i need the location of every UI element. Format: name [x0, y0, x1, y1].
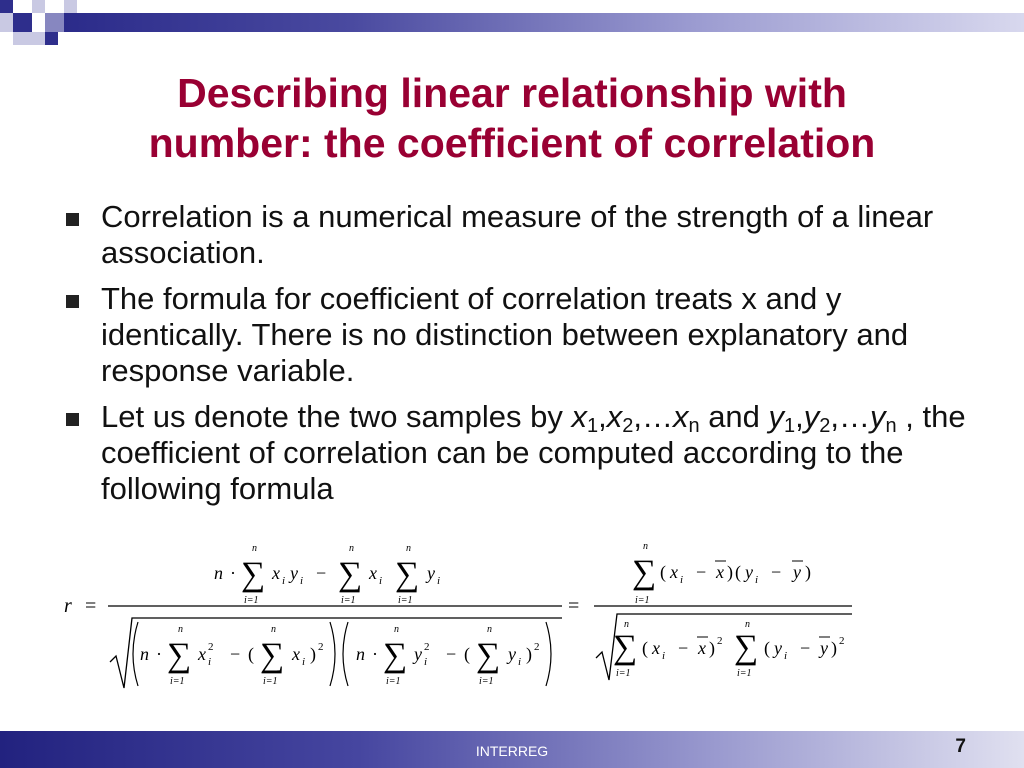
minus: −: [446, 644, 457, 664]
decor-square: [64, 0, 77, 13]
sub-i: i: [784, 650, 788, 662]
bullet-text: , the coefficient of correlation can be computed according to the following formula: [101, 399, 966, 506]
sub-i: i: [379, 575, 383, 587]
big-paren-left: [133, 622, 138, 686]
sum-lower: i=1: [479, 676, 494, 687]
var-y: y: [290, 563, 298, 583]
square-bullet-icon: [66, 295, 79, 308]
decor-square: [32, 0, 45, 13]
paren-open: (: [735, 562, 741, 582]
correlation-formula: [0, 530, 1024, 710]
var-y: y: [427, 563, 435, 583]
formula-dot: ·: [230, 563, 236, 583]
var-y: y: [768, 399, 785, 434]
slide-title: [60, 68, 964, 168]
sub-n: n: [885, 415, 897, 437]
var-x: x: [606, 399, 623, 434]
sub-n: n: [688, 415, 700, 437]
sum-upper: n: [406, 543, 411, 554]
sum-upper: n: [745, 619, 750, 630]
sum-upper: n: [252, 543, 257, 554]
ellipsis: ,…: [633, 399, 673, 434]
sub-i: i: [302, 656, 306, 668]
power-2: 2: [318, 641, 324, 653]
var-y: y: [508, 644, 516, 664]
paren-open: (: [464, 644, 470, 664]
var-xbar: x: [698, 638, 706, 658]
comma: ,: [795, 399, 804, 434]
formula-svg: [0, 530, 1024, 710]
sum-sign: ∑: [338, 556, 363, 593]
formula-r: r: [64, 595, 72, 617]
sum-lower: i=1: [737, 668, 752, 679]
var-y: y: [414, 644, 422, 664]
sum-sign: ∑: [613, 629, 638, 666]
var-x: x: [272, 563, 280, 583]
bullet-text: and: [699, 399, 769, 434]
bullet-text: Let us denote the two samples by: [101, 399, 572, 434]
sub-i: i: [755, 574, 759, 586]
sum-lower: i=1: [244, 595, 259, 606]
comma: ,: [598, 399, 607, 434]
power-2: 2: [717, 635, 723, 647]
var-x: x: [292, 644, 300, 664]
var-y: y: [745, 562, 753, 582]
page-number: 7: [955, 736, 966, 757]
paren-open: (: [248, 644, 254, 664]
sum-upper: n: [487, 624, 492, 635]
big-paren-left: [343, 622, 348, 686]
minus: −: [800, 638, 811, 658]
sum-sign: ∑: [260, 637, 285, 674]
square-bullet-icon: [66, 413, 79, 426]
power-2: 2: [839, 635, 845, 647]
sum-sign: ∑: [241, 556, 266, 593]
sum-lower: i=1: [398, 595, 413, 606]
var-y: y: [870, 399, 886, 434]
sum-upper: n: [624, 619, 629, 630]
square-bullet-icon: [66, 213, 79, 226]
minus: −: [316, 563, 327, 583]
sum-lower: i=1: [263, 676, 278, 687]
bullet-item: [64, 199, 984, 271]
minus: −: [696, 562, 707, 582]
paren-open: (: [764, 638, 770, 658]
var-x: x: [670, 562, 678, 582]
var-x: x: [369, 563, 377, 583]
sub-1: 1: [586, 415, 599, 437]
var-y: y: [774, 638, 782, 658]
formula-equals: =: [85, 595, 97, 617]
paren-open: (: [660, 562, 666, 582]
sub-2: 2: [819, 415, 831, 437]
sub-i: i: [662, 650, 666, 662]
minus: −: [678, 638, 689, 658]
big-paren-right: [546, 622, 551, 686]
decor-square: [0, 0, 13, 13]
sum-lower: i=1: [616, 668, 631, 679]
var-x: x: [652, 638, 660, 658]
sum-upper: n: [178, 624, 183, 635]
bullet-list: [64, 199, 984, 517]
sub-i: i: [437, 575, 441, 587]
decor-square: [0, 13, 13, 32]
sum-lower: i=1: [386, 676, 401, 687]
decor-square: [45, 13, 64, 32]
ellipsis: ,…: [830, 399, 871, 434]
bullet-text: The formula for coefficient of correlation treats x and y identically. There is no distinction between explanatory and response variable.: [101, 281, 909, 388]
bullet-item: [64, 281, 984, 389]
sum-sign: ∑: [734, 629, 759, 666]
paren-close: ): [831, 638, 837, 658]
sum-upper: n: [643, 541, 648, 552]
sum-sign: ∑: [632, 554, 657, 591]
decor-square: [13, 32, 32, 45]
power-2: 2: [534, 641, 540, 653]
sum-sign: ∑: [167, 637, 192, 674]
formula-n: n: [356, 644, 365, 664]
var-y: y: [803, 399, 820, 434]
sum-lower: i=1: [341, 595, 356, 606]
sub-i: i: [680, 574, 684, 586]
var-ybar: y: [793, 562, 801, 582]
header-band: [64, 13, 1024, 32]
minus: −: [771, 562, 782, 582]
power-2: 2: [208, 641, 214, 653]
decor-square: [45, 32, 58, 45]
sub-i: i: [300, 575, 304, 587]
sub-1: 1: [784, 415, 796, 437]
sum-upper: n: [349, 543, 354, 554]
sum-upper: n: [394, 624, 399, 635]
paren-close: ): [805, 562, 811, 582]
formula-dot: ·: [372, 644, 378, 664]
sub-i: i: [424, 656, 428, 668]
var-x: x: [571, 399, 587, 434]
sub-i: i: [518, 656, 522, 668]
sum-sign: ∑: [476, 637, 501, 674]
title-line-1: Describing linear relationship with: [177, 70, 847, 116]
formula-n: n: [214, 563, 223, 583]
formula-dot: ·: [156, 644, 162, 664]
title-line-2: number: the coefficient of correlation: [148, 120, 876, 166]
bullet-text: Correlation is a numerical measure of the strength of a linear association.: [101, 199, 934, 270]
decor-square: [13, 13, 32, 32]
var-x: x: [198, 644, 206, 664]
formula-n: n: [140, 644, 149, 664]
sub-2: 2: [622, 415, 634, 437]
sub-i: i: [208, 656, 212, 668]
paren-close: ): [709, 638, 715, 658]
sum-lower: i=1: [635, 595, 650, 606]
paren-close: ): [526, 644, 532, 664]
decor-square: [32, 32, 45, 45]
var-x: x: [672, 399, 689, 434]
bullet-item: [64, 399, 984, 507]
sum-lower: i=1: [170, 676, 185, 687]
footer-label: INTERREG: [475, 743, 549, 759]
minus: −: [230, 644, 241, 664]
var-ybar: y: [820, 638, 828, 658]
power-2: 2: [424, 641, 430, 653]
paren-close: ): [727, 562, 733, 582]
paren-close: ): [310, 644, 316, 664]
sum-sign: ∑: [395, 556, 420, 593]
paren-open: (: [642, 638, 648, 658]
big-paren-right: [330, 622, 335, 686]
formula-equals: =: [568, 595, 580, 617]
var-xbar: x: [716, 562, 724, 582]
sum-upper: n: [271, 624, 276, 635]
sub-i: i: [282, 575, 286, 587]
sum-sign: ∑: [383, 637, 408, 674]
